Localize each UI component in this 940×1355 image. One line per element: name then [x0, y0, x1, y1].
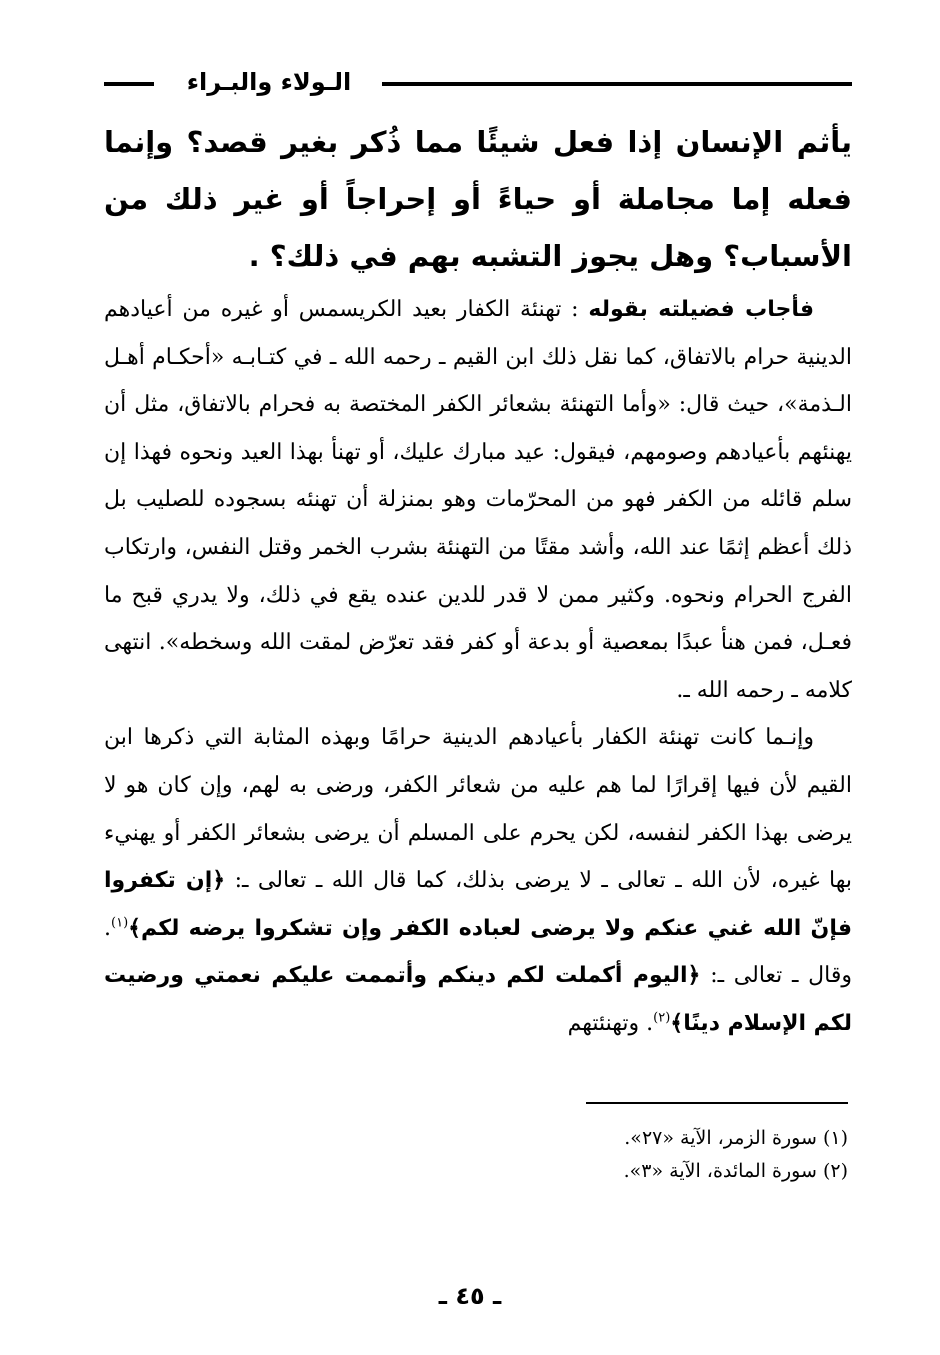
answer-paragraph: [104, 286, 852, 714]
paragraph2-part1: وإنـما كانت تهنئة الكفار بأعيادهم الدينية حرامًا وبهذه المثابة التي ذكرها ابن القيم لأن فيها إقرارًا لما هم عليه من شعائر الكفر، ورضى به لهم، وإن كان هو لا يرضى بهذا الكفر لنفسه، لكن يحرم على المسلم أن يرضى بشعائر الكفر أو يهنيء بها غيره، لأن الله ـ تعالى ـ لا يرضى بذلك، كما قال الله ـ تعالى ـ:: [104, 725, 852, 894]
header-rule-left: [104, 82, 154, 86]
footnote-separator: [586, 1102, 848, 1104]
footnotes: [104, 1122, 848, 1188]
question-text: يأثم الإنسان إذا فعل شيئًا مما ذُكر بغير قصد؟ وإنما فعله إما مجاملة أو حياءً أو إحراجاً أو غير ذلك من الأسباب؟ وهل يجوز التشبه بهم في ذلك؟ .: [104, 125, 852, 273]
running-title: الـولاء والبـراء: [186, 68, 352, 96]
running-header: [104, 62, 852, 102]
second-paragraph: [104, 714, 852, 1047]
footnote-1: (١) سورة الزمر، الآية «٢٧».: [624, 1127, 848, 1149]
answer-intro: فأجاب فضيلته بقوله: [588, 297, 814, 322]
quran-verse-2: ﴿اليوم أكملت لكم دينكم وأتممت عليكم نعمتي ورضيت لكم الإسلام دينًا﴾: [104, 963, 852, 1036]
header-rule-right: [382, 82, 852, 86]
page-number: ـ ٤٥ ـ: [438, 1282, 502, 1310]
paragraph2-part3: . وتهنئتهم: [567, 1010, 654, 1036]
footnote-ref-1: (١): [111, 915, 129, 931]
answer-text: : تهنئة الكفار بعيد الكريسمس أو غيره من أعيادهم الدينية حرام بالاتفاق، كما نقل ذلك ابن القيم ـ رحمه الله ـ في كتـابـه «أحكـام أهـل الـذمة»، حيث قال: «وأما التهنئة بشعائر الكفر المختصة به فحرام بالاتفاق، مثل أن يهنئهم بأعيادهم وصومهم، فيقول: عيد مبارك عليك، أو تهنأ بهذا العيد ونحوه فهذا إن سلم قائله من الكفر فهو من المحرّمات وهو بمنزلة أن تهنئه بسجوده للصليب بل ذلك أعظم إثمًا عند الله، وأشد مقتًا من التهنئة بشرب الخمر وقتل النفس، وارتكاب الفرج الحرام ونحوه. وكثير ممن لا قدر للدين عنده يقع في ذلك، ولا يدري قبح ما فعـل، فمن هنأ عبدًا بمعصية أو بدعة أو كفر فقد تعرّض لمقت الله وسخطه». انتهى كلامه ـ رحمه الله ـ.: [104, 297, 852, 703]
body-text: [104, 286, 852, 1048]
footnote-ref-2: (٢): [653, 1010, 671, 1026]
paragraph2-part2: . وقال ـ تعالى ـ:: [104, 915, 852, 989]
footnote-2: (٢) سورة المائدة، الآية «٣».: [623, 1160, 848, 1182]
quran-verse-1: ﴿إن تكفروا فإنّ الله غني عنكم ولا يرضى لعباده الكفر وإن تشكروا يرضه لكم﴾: [104, 868, 852, 941]
